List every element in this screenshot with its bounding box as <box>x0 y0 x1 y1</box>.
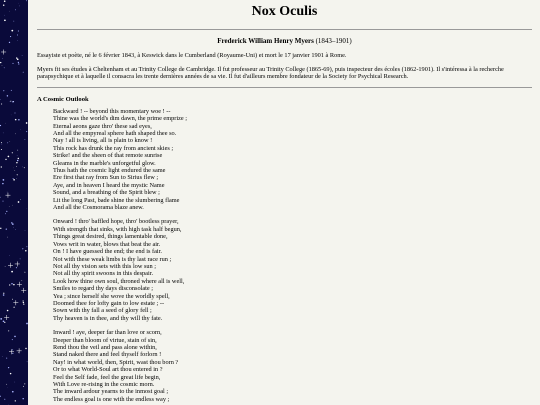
stars-pattern <box>0 0 28 405</box>
star <box>15 133 16 134</box>
star <box>3 320 5 322</box>
poem-title: A Cosmic Outlook <box>37 95 89 103</box>
star <box>9 255 10 256</box>
star <box>18 119 20 121</box>
star <box>6 228 7 229</box>
star <box>0 125 1 126</box>
star <box>3 133 4 134</box>
poem-line: The endless goal is one with the endless way ; <box>53 395 170 403</box>
star <box>18 352 19 353</box>
poem-line: Strike! and the sheen of that remote sunrise <box>53 152 163 160</box>
star <box>16 166 17 167</box>
star <box>27 361 28 362</box>
poem-line: Backward ! -- beyond this momentary woe ! -- <box>53 107 171 115</box>
bio-paragraph: Myers fit ses études à Cheltenham et au Trinity College de Cambridge. Il fut professeur au Trinity College (1865-69), puis inspecteur des écoles (1862-1901). Il s'intéressa à la recherche parapsychique et à laquelle il consacra les trente dernières années de sa vie. Il fut d'ailleurs membre fondateur de la Society for Psychical Research. <box>37 65 504 81</box>
star <box>19 6 20 7</box>
author-name: Frederick William Henry Myers <box>217 37 314 45</box>
star <box>1 142 2 143</box>
star <box>0 62 1 63</box>
poem-line: Doomed thee for lofty gain to low estate ; -- <box>53 299 165 307</box>
star <box>0 318 2 320</box>
star <box>12 63 13 64</box>
poem-line: Deeper than bloom of virtue, stain of sin, <box>53 336 157 344</box>
star <box>13 307 14 308</box>
star <box>17 282 22 287</box>
author-dates: (1843–1901) <box>315 37 352 45</box>
star <box>17 35 18 36</box>
star <box>26 246 27 247</box>
star <box>18 201 20 203</box>
poem-line: Look how thine own soul, throned where all is well, <box>53 277 185 285</box>
star <box>15 229 16 230</box>
star <box>17 150 18 151</box>
star <box>1 49 6 54</box>
poem-line: Inward ! aye, deeper far than love or scorn, <box>53 329 162 337</box>
star <box>25 230 26 231</box>
poem-line: This rock has drunk the ray from ancient skies ; <box>53 144 174 152</box>
star <box>23 302 24 303</box>
poem-line: Aye, and in heaven I heard the mystic Name <box>53 181 165 189</box>
star <box>9 42 10 43</box>
poem-line: Feel the Self fade, feel the great life begin, <box>53 373 161 381</box>
star <box>1 149 2 150</box>
star <box>14 336 16 338</box>
star <box>15 170 16 171</box>
star <box>16 267 17 268</box>
page-title: Nox Oculis <box>251 4 318 19</box>
star <box>15 261 20 266</box>
poem-stanza <box>53 108 532 212</box>
star <box>4 322 5 323</box>
star <box>2 65 3 66</box>
poem-line: Not all thy vision sets with this low sun ; <box>53 262 157 270</box>
star <box>18 62 19 63</box>
star <box>17 174 18 175</box>
poem-line: Thy heaven is in thee, and thy will thy fate. <box>53 314 163 322</box>
star <box>10 36 11 37</box>
star <box>11 222 12 223</box>
poem-body <box>53 108 532 403</box>
star <box>7 192 8 193</box>
page-content <box>37 0 532 405</box>
poem-line: Onward ! thro' baffled hope, thro' bootless prayer, <box>53 218 179 226</box>
star <box>10 373 11 374</box>
star <box>10 101 11 102</box>
poem-line: Lit the long Past, bade shine the slumbering flame <box>53 196 180 204</box>
star <box>17 160 19 162</box>
poem-line: Not with these weak limbs is thy last race run ; <box>53 255 172 263</box>
star <box>4 19 6 21</box>
star <box>3 293 4 294</box>
poem-line: Smiles to regard thy days disconsolate ; <box>53 285 154 293</box>
star <box>12 223 14 225</box>
star <box>18 63 19 64</box>
star <box>15 400 16 401</box>
star <box>23 304 24 305</box>
star <box>3 90 4 91</box>
star <box>3 179 5 181</box>
star <box>1 144 2 145</box>
star <box>6 211 7 212</box>
star <box>13 21 14 22</box>
star <box>23 72 24 73</box>
poem-line: Vows writ in water, blows that beat the air. <box>53 240 161 248</box>
star <box>2 58 3 59</box>
author-line <box>37 37 532 45</box>
star <box>17 155 18 156</box>
star <box>8 156 10 158</box>
star <box>12 152 13 153</box>
star <box>8 263 13 268</box>
poem-line: And all the Cosmorama blaze anew. <box>53 204 144 212</box>
star <box>16 162 17 163</box>
poem-line: On ! I have guessed the end; the end is fair. <box>53 248 162 256</box>
star <box>3 294 5 296</box>
star <box>26 131 27 132</box>
star <box>25 348 26 349</box>
star <box>26 323 28 325</box>
star <box>5 213 6 214</box>
star <box>7 142 8 143</box>
star <box>6 358 7 359</box>
star <box>7 310 9 312</box>
star <box>15 113 16 114</box>
star <box>4 399 5 400</box>
star <box>2 357 3 358</box>
star <box>8 330 9 331</box>
poem-stanza <box>53 329 532 403</box>
poem-line: Thine was the world's dim dawn, the prime emprize ; <box>53 115 188 123</box>
star <box>12 205 13 206</box>
star <box>23 300 24 301</box>
star <box>20 259 21 260</box>
star <box>0 228 1 229</box>
star <box>15 382 16 383</box>
poem-line: The inward ardour yearns to the inmost goal ; <box>53 388 169 396</box>
star <box>12 339 13 340</box>
star <box>4 15 5 16</box>
star <box>22 55 23 56</box>
star <box>24 383 25 384</box>
star <box>13 284 15 286</box>
poem-line: Eternal aeons gaze thro' these sad eyes, <box>53 122 152 130</box>
star <box>8 367 9 368</box>
star <box>11 90 12 91</box>
star <box>17 58 19 60</box>
poem-line: With Love re-rising in the cosmic morn. <box>53 381 155 388</box>
poem-line: Or to what World-Soul art thou entered in ? <box>53 366 163 374</box>
star <box>9 206 10 207</box>
star <box>12 349 13 350</box>
star <box>18 158 19 159</box>
poem-line: Gleams in the marble's unforgetful glow. <box>53 159 156 167</box>
bio-paragraph: Essayiste et poète, né le 6 février 1843, à Keswick dans le Cumberland (Royaume-Uni) et mort le 17 janvier 1901 à Rome. <box>37 52 347 59</box>
poem-line: Sound, and a breathing of the Spirit blew ; <box>53 189 160 197</box>
star <box>11 283 12 284</box>
star <box>17 348 22 353</box>
star <box>26 0 27 1</box>
poem-line: With strength that sinks, with high task half begun, <box>53 225 182 233</box>
star <box>12 353 13 354</box>
star <box>15 119 17 121</box>
poem-line: Nay! in what world, then, Spirit, wast thou born ? <box>53 358 179 366</box>
poem-line: Rend thou the veil and pass alone within, <box>53 343 157 351</box>
star <box>18 30 19 31</box>
poem-stanza <box>53 218 532 322</box>
star <box>3 201 4 202</box>
divider <box>37 29 532 30</box>
star <box>5 266 6 267</box>
star <box>6 384 7 385</box>
star <box>5 159 6 160</box>
star <box>21 288 26 293</box>
star <box>13 300 18 305</box>
star <box>0 99 1 100</box>
star <box>21 280 22 281</box>
poem-line: Ere first that ray from Sun to Sirius flew ; <box>53 174 159 182</box>
star <box>17 40 18 41</box>
star <box>10 101 11 102</box>
star <box>15 9 16 10</box>
star <box>22 248 23 249</box>
star <box>26 122 28 124</box>
star <box>24 272 25 273</box>
poem-line: Things great desired, things lamentable done, <box>53 233 168 241</box>
poem-line: Stand naked there and feel thyself forlorn ! <box>53 351 162 359</box>
poem-line: Not all thy spirit swoons in this despair. <box>53 270 154 278</box>
poem-line: Nay ! all is living, all is plain to know ! <box>53 137 153 145</box>
star <box>22 398 23 399</box>
poem-line: And all the empyreal sphere hath shaped thee so. <box>53 130 177 137</box>
star <box>12 299 13 300</box>
star <box>25 139 26 140</box>
star <box>12 101 14 103</box>
starry-sidebar-background <box>0 0 28 405</box>
poem-line: Thus hath the cosmic light endured the same <box>53 167 166 175</box>
star <box>22 167 23 168</box>
star <box>13 179 15 181</box>
star <box>4 67 5 68</box>
divider <box>37 87 532 88</box>
star <box>11 271 13 273</box>
star <box>3 4 4 5</box>
star <box>16 178 17 179</box>
star <box>7 95 8 96</box>
star <box>4 0 6 2</box>
star <box>13 178 14 179</box>
poem-line: Yea ; since herself she wove the worldly spell, <box>53 292 170 300</box>
star <box>11 30 13 32</box>
star <box>1 166 2 167</box>
star <box>2 183 3 184</box>
star <box>1 103 2 104</box>
star <box>0 396 1 397</box>
star <box>20 199 21 200</box>
star <box>10 142 11 143</box>
star <box>16 57 17 58</box>
star <box>7 237 8 238</box>
star <box>12 391 14 393</box>
star <box>4 315 9 320</box>
star <box>9 284 10 285</box>
star <box>24 167 25 168</box>
star <box>25 250 27 252</box>
star <box>23 386 24 387</box>
star <box>5 193 10 198</box>
star <box>13 227 14 228</box>
poem-line: Sown with thy fall a seed of glory fell ; <box>53 307 152 315</box>
star <box>0 197 1 198</box>
